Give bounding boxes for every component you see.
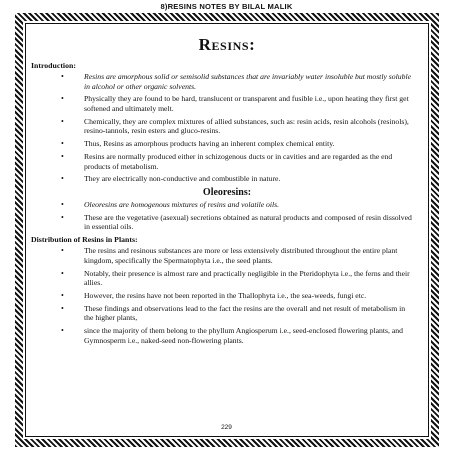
- list-item: [30, 94, 424, 113]
- bullet-icon: •: [61, 139, 64, 149]
- page-header: 8)RESINS NOTES BY BILAL MALIK: [160, 2, 293, 11]
- list-item-text: Chemically, they are complex mixtures of allied substances, such as: resin acids, resin alcohols (resinols), resino-tannols, resin esters and gluco-resins.: [84, 116, 409, 136]
- list-item: [30, 139, 424, 149]
- list-item: [30, 291, 424, 301]
- bullet-icon: •: [61, 326, 64, 336]
- list-item-text: Notably, their presence is almost rare and practically negligible in the Pteridophyta i.e., the ferns and their allies.: [84, 268, 410, 288]
- page-number: 229: [221, 424, 232, 431]
- list-item: [30, 304, 424, 323]
- section-heading-introduction: Introduction:: [31, 61, 76, 70]
- list-item: [30, 72, 424, 91]
- oleoresins-list: [30, 200, 424, 232]
- distribution-list: [30, 246, 424, 345]
- bullet-icon: •: [61, 174, 64, 184]
- list-item: [30, 246, 424, 265]
- bullet-icon: •: [61, 303, 64, 313]
- list-item: [30, 326, 424, 345]
- list-item-text: Oleoresins are homogenous mixtures of resins and volatile oils.: [84, 200, 280, 210]
- list-item-text: The resins and resinous substances are more or less extensively distributed throughout the entire plant kingdom, specifically the Spermatophyta i.e., the seed plants.: [84, 246, 398, 265]
- list-item: [30, 213, 424, 232]
- bullet-icon: •: [61, 290, 64, 300]
- list-item-text: Physically they are found to be hard, translucent or transparent and fusible i.e., upon heating they first get softened and ultimately melt.: [84, 94, 409, 113]
- section-heading-distribution: Distribution of Resins in Plants:: [31, 235, 138, 245]
- bullet-icon: •: [61, 268, 64, 278]
- list-item-text: These findings and observations lead to the fact the resins are the overall and net result of metabolism in the higher plants,: [84, 303, 406, 323]
- bullet-icon: •: [61, 212, 64, 222]
- list-item-text: These are the vegetative (asexual) secretions obtained as natural products and composed of resin dissolved in essential oils.: [84, 212, 412, 232]
- list-item: [30, 117, 424, 136]
- list-item-text: They are electrically non-conductive and combustible in nature.: [84, 174, 281, 184]
- bullet-icon: •: [61, 200, 64, 210]
- list-item: [30, 200, 424, 210]
- page-content: [30, 27, 424, 432]
- section-heading-oleoresins: Oleoresins:: [202, 187, 252, 199]
- list-item: [30, 269, 424, 288]
- list-item-text: since the majority of them belong to the phyllum Angiosperum i.e., seed-enclosed flowering plants, and Gymnosperm i.e., naked-seed non-flowering plants.: [84, 326, 403, 345]
- list-item-text: Resins are normally produced either in schizogenous ducts or in cavities and are regarded as the end products of metabolism.: [84, 151, 393, 171]
- page-title: Resins:: [198, 35, 256, 54]
- bullet-icon: •: [61, 151, 64, 161]
- bullet-icon: •: [61, 116, 64, 126]
- list-item-text: However, the resins have not been reported in the Thallophyta i.e., the sea-weeds, fungi etc.: [84, 290, 367, 300]
- bullet-icon: •: [61, 94, 64, 104]
- list-item-text: Thus, Resins as amorphous products having an inherent complex chemical entity.: [84, 139, 335, 149]
- list-item: [30, 174, 424, 184]
- list-item-text: Resins are amorphous solid or semisolid substances that are invariably water insoluble but mostly soluble in alcohol or other organic solvents.: [84, 72, 411, 91]
- list-item: [30, 152, 424, 171]
- introduction-list: [30, 72, 424, 184]
- bullet-icon: •: [61, 246, 64, 256]
- bullet-icon: •: [61, 72, 64, 81]
